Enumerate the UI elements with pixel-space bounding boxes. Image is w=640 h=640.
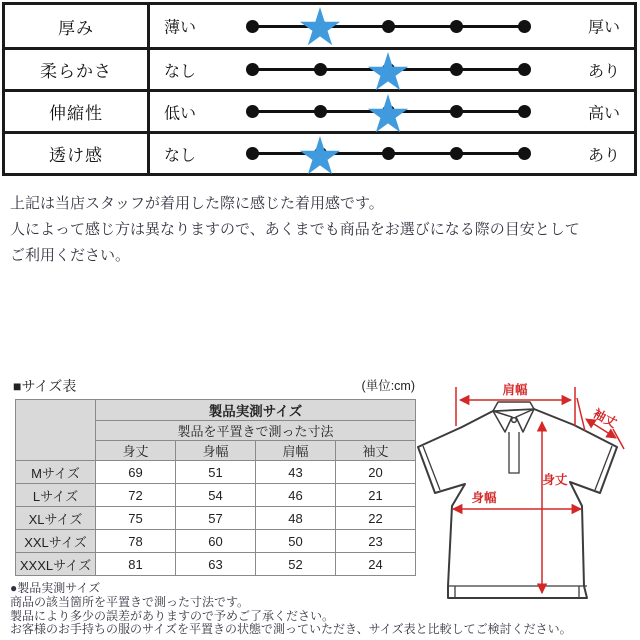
size-value-cell: 51 xyxy=(176,461,256,484)
staff-note-line: 上記は当店スタッフが着用した際に感じた着用感です。 xyxy=(10,195,384,212)
size-value-cell: 23 xyxy=(336,530,416,553)
size-table-title: ■サイズ表 xyxy=(13,378,77,394)
size-table-row xyxy=(16,484,416,507)
footer-note-line: 商品の該当箇所を平置きで測った寸法です。 xyxy=(10,594,250,609)
shoulder-width-label: 肩幅 xyxy=(502,383,528,397)
collar-button xyxy=(512,418,517,423)
rating-star-icon xyxy=(299,136,341,176)
scale-dot xyxy=(382,147,395,160)
rating-scale xyxy=(150,50,634,89)
size-row-label: XLサイズ xyxy=(16,507,96,530)
scale-high-label: 厚い xyxy=(587,19,620,37)
scale-dot xyxy=(246,20,259,33)
footer-note-line: 製品により多少の誤差がありますので予めご了承ください。 xyxy=(10,608,335,623)
body-length-label: 身丈 xyxy=(542,473,568,487)
rating-star-icon xyxy=(367,52,409,92)
size-row-label: Mサイズ xyxy=(16,461,96,484)
corner-cell xyxy=(16,400,96,461)
feel-row-1 xyxy=(5,47,634,89)
scale-low-label: 低い xyxy=(164,105,197,122)
rating-star xyxy=(299,7,341,47)
size-row-label: Lサイズ xyxy=(16,484,96,507)
scale-dot xyxy=(246,105,259,118)
size-table-row xyxy=(16,507,416,530)
header-main: 製品実測サイズ xyxy=(96,400,416,421)
header-sub: 製品を平置きで測った寸法 xyxy=(96,421,416,441)
scale-dot xyxy=(450,63,463,76)
size-value-cell: 43 xyxy=(256,461,336,484)
rating-scale xyxy=(150,134,634,173)
scale-dot xyxy=(518,147,531,160)
size-table xyxy=(15,399,416,576)
scale-dot xyxy=(314,105,327,118)
size-value-cell: 57 xyxy=(176,507,256,530)
size-value-cell: 48 xyxy=(256,507,336,530)
polo-shirt-outline xyxy=(418,409,617,598)
scale-high-label: あり xyxy=(587,147,620,164)
wear-feel-table xyxy=(2,2,637,176)
footer-note-line: お客様のお手持ちの服のサイズを平置きの状態で測っていただき、サイズ表と比較してご検討ください。 xyxy=(10,622,572,637)
rating-star xyxy=(367,94,409,134)
scale-dot xyxy=(450,147,463,160)
scale-dot xyxy=(314,63,327,76)
size-value-cell: 69 xyxy=(96,461,176,484)
scale-low-label: なし xyxy=(164,147,197,164)
scale-dot xyxy=(382,20,395,33)
size-value-cell: 46 xyxy=(256,484,336,507)
unit-label: (単位:cm) xyxy=(361,379,415,393)
scale-dot xyxy=(518,63,531,76)
size-value-cell: 20 xyxy=(336,461,416,484)
rating-scale xyxy=(150,92,634,131)
size-value-cell: 50 xyxy=(256,530,336,553)
size-value-cell: 54 xyxy=(176,484,256,507)
staff-note xyxy=(10,191,630,269)
rating-star xyxy=(299,136,341,176)
footer-note-line: ●製品実測サイズ xyxy=(10,581,101,595)
staff-note-line: ご利用ください。 xyxy=(10,247,131,264)
body-width-label: 身幅 xyxy=(471,491,497,505)
size-table-row xyxy=(16,461,416,484)
staff-note-line: 人によって感じ方は異なりますので、あくまでも商品をお選びになる際の目安として xyxy=(10,221,580,238)
column-header: 身丈 xyxy=(96,441,176,461)
attribute-label: 柔らかさ xyxy=(5,50,150,89)
rating-scale xyxy=(150,5,634,47)
rating-star-icon xyxy=(367,94,409,134)
sleeve-length-label: 袖丈 xyxy=(590,406,620,431)
size-value-cell: 63 xyxy=(176,553,256,576)
scale-dot xyxy=(450,20,463,33)
size-value-cell: 72 xyxy=(96,484,176,507)
feel-row-3 xyxy=(5,131,634,173)
shirt-diagram xyxy=(410,374,640,606)
size-value-cell: 78 xyxy=(96,530,176,553)
scale-low-label: なし xyxy=(164,63,197,80)
scale-dot xyxy=(246,63,259,76)
size-value-cell: 24 xyxy=(336,553,416,576)
attribute-label: 伸縮性 xyxy=(5,92,150,131)
scale-dot xyxy=(246,147,259,160)
scale-high-label: あり xyxy=(587,63,620,80)
size-table-row xyxy=(16,553,416,576)
attribute-label: 透け感 xyxy=(5,134,150,173)
scale-dot xyxy=(450,105,463,118)
size-value-cell: 60 xyxy=(176,530,256,553)
size-row-label: XXXLサイズ xyxy=(16,553,96,576)
scale-low-label: 薄い xyxy=(164,19,197,37)
column-header: 身幅 xyxy=(176,441,256,461)
rating-star-icon xyxy=(299,7,341,47)
column-header: 袖丈 xyxy=(336,441,416,461)
scale-high-label: 高い xyxy=(587,105,620,122)
size-table-header-row xyxy=(16,400,416,421)
attribute-label: 厚み xyxy=(5,5,150,47)
size-value-cell: 21 xyxy=(336,484,416,507)
size-row-label: XXLサイズ xyxy=(16,530,96,553)
scale-dot xyxy=(518,105,531,118)
rating-star xyxy=(367,52,409,92)
size-value-cell: 52 xyxy=(256,553,336,576)
scale-dot xyxy=(518,20,531,33)
size-section-header xyxy=(13,376,415,396)
feel-row-2 xyxy=(5,89,634,131)
size-value-cell: 81 xyxy=(96,553,176,576)
size-table-row xyxy=(16,530,416,553)
column-header: 肩幅 xyxy=(256,441,336,461)
size-value-cell: 22 xyxy=(336,507,416,530)
feel-row-0 xyxy=(5,5,634,47)
size-value-cell: 75 xyxy=(96,507,176,530)
